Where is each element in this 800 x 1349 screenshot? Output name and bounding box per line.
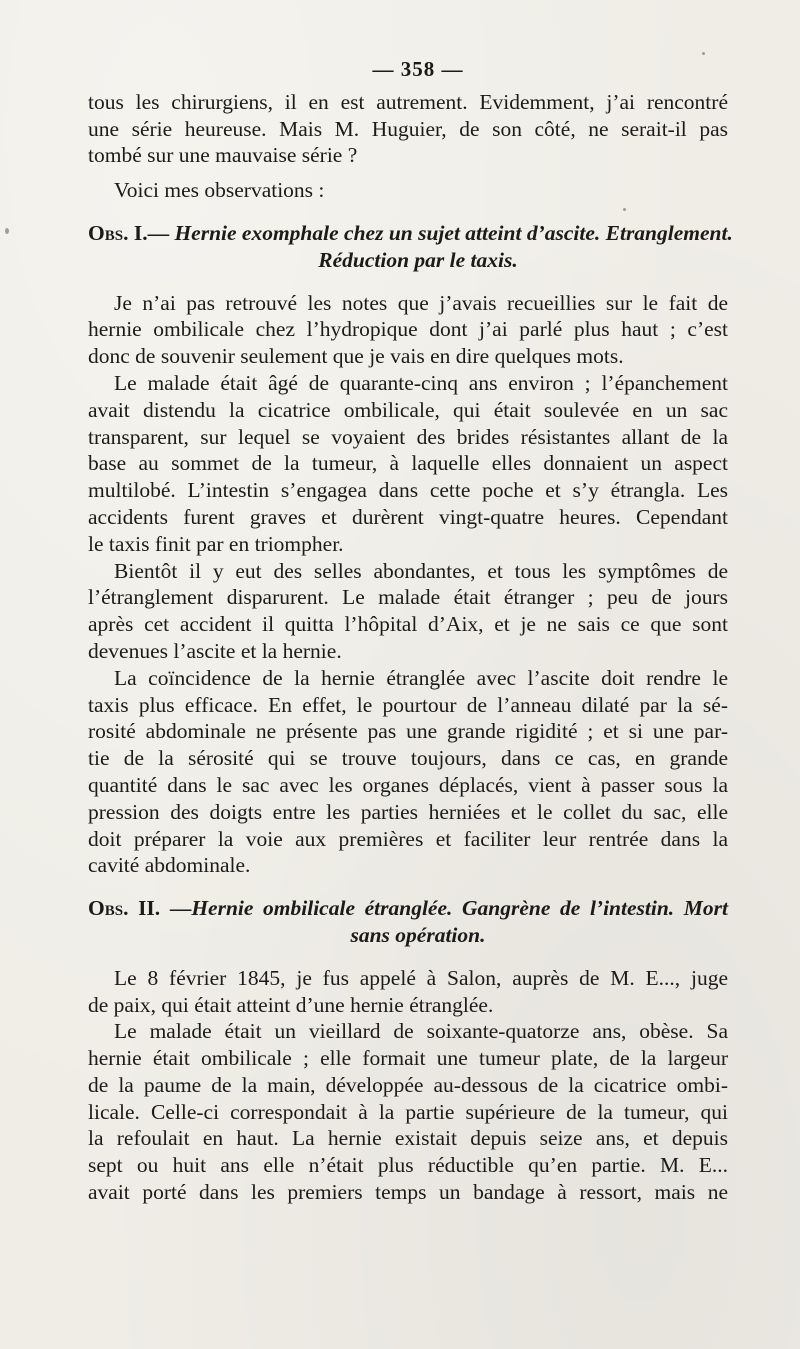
text-line: transparent, sur lequel se voyaient des brides résistantes allant de la bbox=[88, 424, 728, 449]
text-line: doit préparer la voie aux premières et faciliter leur rentrée dans la bbox=[88, 826, 728, 851]
text-line: tombé sur une mauvaise série ? bbox=[88, 143, 358, 168]
text-line: hernie ombilicale chez l’hydropique dont j’ai parlé plus haut ; c’est bbox=[88, 317, 728, 342]
text-line: tie de la sérosité qui se trouve toujours, dans ce cas, en grande bbox=[88, 746, 728, 771]
page-text bbox=[88, 56, 733, 1206]
text-line: Le 8 février 1845, je fus appelé à Salon, auprès de M. E..., juge bbox=[114, 965, 728, 990]
obs1-heading bbox=[88, 220, 733, 274]
text-line: donc de souvenir seulement que je vais en dire quelques mots. bbox=[88, 344, 624, 369]
obs1-paragraph bbox=[88, 665, 728, 879]
text-line: une série heureuse. Mais M. Huguier, de son côté, ne serait-il pas bbox=[88, 116, 728, 141]
text-line: Le malade était âgé de quarante-cinq ans environ ; l’épanchement bbox=[114, 370, 728, 395]
obs2-paragraph bbox=[88, 965, 728, 1019]
ink-speck bbox=[702, 52, 705, 55]
obs1-title-line1: Hernie exomphale chez un sujet atteint d’ascite. Etranglement. bbox=[174, 220, 733, 245]
text-line: licale. Celle-ci correspondait à la partie supérieure de la tumeur, qui bbox=[88, 1099, 728, 1124]
text-line: l’étranglement disparurent. Le malade était étranger ; peu de jours bbox=[88, 585, 728, 610]
obs1-title-line2: Réduction par le taxis. bbox=[318, 247, 518, 272]
text-line: quantité dans le sac avec les organes déplacés, vient à passer sous la bbox=[88, 772, 728, 797]
obs1-label: Obs. I. bbox=[88, 220, 148, 245]
text-line: Bientôt il y eut des selles abondantes, et tous les symptômes de bbox=[114, 558, 728, 583]
heading-line bbox=[88, 895, 728, 922]
text-line: après cet accident il quitta l’hôpital d’Aix, et je ne sais ce que sont bbox=[88, 612, 728, 637]
text-line: base au sommet de la tumeur, à laquelle elles donnaient un aspect bbox=[88, 451, 728, 476]
text-line: La coïncidence de la hernie étranglée avec l’ascite doit rendre le bbox=[114, 665, 728, 690]
intro-observations bbox=[88, 177, 728, 204]
text-line: avait porté dans les premiers temps un bandage à ressort, mais ne bbox=[88, 1180, 728, 1205]
obs2-dash: — bbox=[169, 896, 192, 921]
text-line: pression des doigts entre les parties herniées et le collet du sac, elle bbox=[88, 799, 728, 824]
text-line: Le malade était un vieillard de soixante-quatorze ans, obèse. Sa bbox=[114, 1019, 728, 1044]
obs2-heading bbox=[88, 895, 728, 949]
text-line: cavité abdominale. bbox=[88, 853, 251, 878]
text-line: tous les chirurgiens, il en est autrement. Evidemment, j’ai rencontré bbox=[88, 89, 728, 114]
text-line: de la paume de la main, développée au-dessous de la cicatrice ombi- bbox=[88, 1072, 728, 1097]
text-line: taxis plus efficace. En effet, le pourtour de l’anneau dilaté par la sé- bbox=[88, 692, 728, 717]
text-line: de paix, qui était atteint d’une hernie étranglée. bbox=[88, 992, 494, 1017]
text-line: multilobé. L’intestin s’engagea dans cette poche et s’y étrangla. Les bbox=[88, 478, 728, 503]
obs1-paragraph bbox=[88, 558, 728, 665]
text-line: le taxis finit par en triompher. bbox=[88, 531, 344, 556]
text-line: la refoulait en haut. La hernie existait depuis seize ans, et depuis bbox=[88, 1126, 728, 1151]
obs2-title-line1: Hernie ombilicale étranglée. Gangrène de l’intestin. Mort bbox=[191, 896, 729, 921]
obs1-dash: — bbox=[147, 220, 170, 245]
text-line: Voici mes observations : bbox=[114, 178, 325, 203]
text-line: hernie était ombilicale ; elle formait une tumeur plate, de la largeur bbox=[88, 1046, 728, 1071]
obs1-paragraph bbox=[88, 370, 728, 558]
ink-speck bbox=[5, 228, 9, 234]
text-line: accidents furent graves et durèrent vingt-quatre heures. Cependant bbox=[88, 504, 728, 529]
intro-paragraph bbox=[88, 89, 728, 169]
obs2-title-line2: sans opération. bbox=[350, 922, 486, 947]
text-line: devenues l’ascite et la hernie. bbox=[88, 638, 342, 663]
text-line: rosité abdominale ne présente pas une grande rigidité ; et si une par- bbox=[88, 719, 728, 744]
page-number: — 358 — bbox=[372, 57, 464, 81]
obs2-label: Obs. II. bbox=[88, 896, 161, 921]
text-line: sept ou huit ans elle n’était plus réductible qu’en partie. M. E... bbox=[88, 1153, 728, 1178]
obs1-paragraph bbox=[88, 290, 728, 370]
text-line: Je n’ai pas retrouvé les notes que j’avais recueillies sur le fait de bbox=[114, 290, 728, 315]
obs2-paragraph bbox=[88, 1018, 728, 1206]
heading-line bbox=[88, 220, 733, 247]
text-line: avait distendu la cicatrice ombilicale, qui était soulevée en un sac bbox=[88, 397, 728, 422]
